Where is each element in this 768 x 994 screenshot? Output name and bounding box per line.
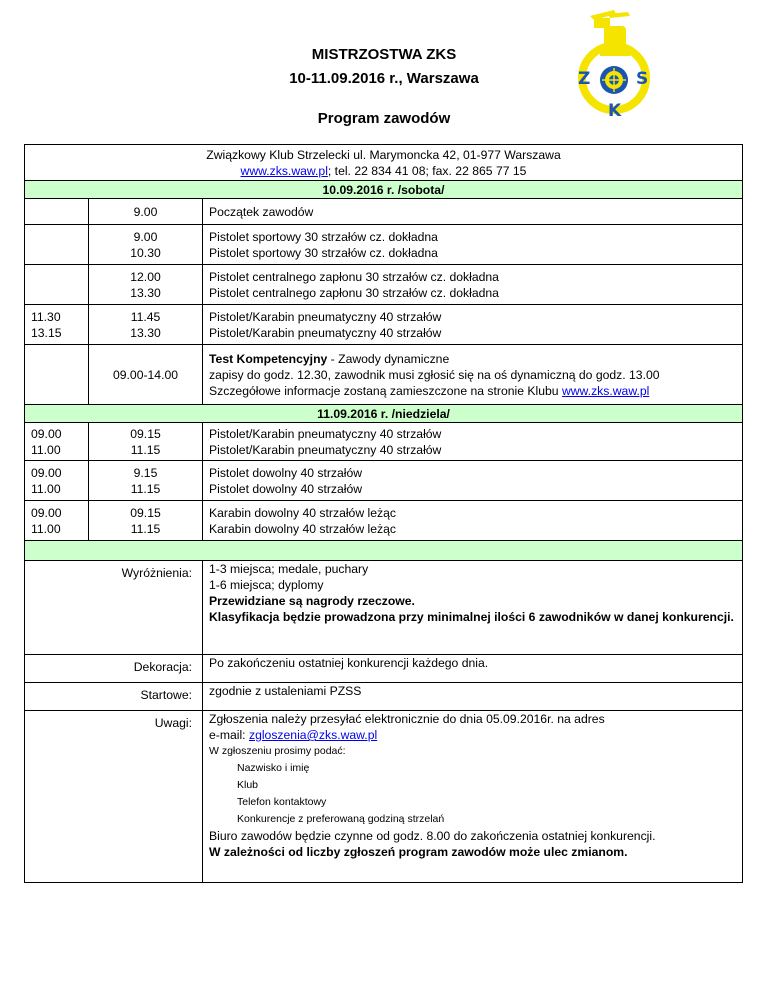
decoration-row: Dekoracja: Po zakończeniu ostatniej konkurencji każdego dnia. [25, 655, 743, 683]
fees-row: Startowe: zgodnie z ustaleniami PZSS [25, 683, 743, 711]
club-website-link[interactable]: www.zks.waw.pl [240, 163, 328, 178]
spacer-green [25, 541, 743, 561]
test-info-link[interactable]: www.zks.waw.pl [561, 383, 650, 398]
table-row: 09.00 11.00 09.15 11.15 Pistolet/Karabin pneumatyczny 40 strzałów Pistolet/Karabin pneumatyczny 40 strzałów [25, 423, 743, 461]
decoration-label: Dekoracja: [25, 655, 203, 683]
program-table [24, 144, 743, 883]
event-dates: 10-11.09.2016 r., Warszawa [289, 70, 479, 87]
awards-label: Wyróżnienia: [25, 561, 203, 655]
table-row: 09.00 11.00 09.15 11.15 Karabin dowolny 40 strzałów leżąc Karabin dowolny 40 strzałów leżąc [25, 501, 743, 541]
table-row: 9.00 10.30 Pistolet sportowy 30 strzałów cz. dokładna Pistolet sportowy 30 strzałów cz. dokładna [25, 225, 743, 265]
table-row: 12.00 13.30 Pistolet centralnego zapłonu 30 strzałów cz. dokładna Pistolet centralnego zapłonu 30 strzałów cz. dokładna [25, 265, 743, 305]
notes-row: Uwagi: Zgłoszenia należy przesyłać elektronicznie do dnia 05.09.2016r. na adres e-mail: zgloszenia@zks.waw.pl W zgłoszeniu prosimy podać: Nazwisko i imię Klub Telefon kontaktowy Konkurencje z preferowaną godziną strzelań Biuro zawodów będzie czynne od godz. 8.00 do zakończenia ostatniej konkurencji. W zależności od liczby zgłoszeń program zawodów może ulec zmianom. [25, 711, 743, 883]
notes-label: Uwagi: [25, 711, 203, 883]
table-row: 11.30 13.15 11.45 13.30 Pistolet/Karabin pneumatyczny 40 strzałów Pistolet/Karabin pneumatyczny 40 strzałów [25, 305, 743, 345]
test-kompetencyjny-row: 09.00-14.00 Test Kompetencyjny - Zawody dynamiczne zapisy do godz. 12.30, zawodnik musi zgłosić się na oś dynamiczną do godz. 13.00 Szczegółowe informacje zostaną zamieszczone na stronie Klubu www.zks.waw.pl [25, 345, 743, 405]
table-row: 9.00 Początek zawodów [25, 199, 743, 225]
logo-letter-s: S [636, 69, 649, 89]
awards-row: Wyróżnienia: 1-3 miejsca; medale, puchary 1-6 miejsca; dyplomy Przewidziane są nagrody rzeczowe. Klasyfikacja będzie prowadzona przy minimalnej ilości 6 zawodników w danej konkurencji. [25, 561, 743, 655]
table-row: 09.00 11.00 9.15 11.15 Pistolet dowolny 40 strzałów Pistolet dowolny 40 strzałów [25, 461, 743, 501]
fees-label: Startowe: [25, 683, 203, 711]
day2-header: 11.09.2016 r. /niedziela/ [25, 405, 743, 423]
logo-letter-z: Z [578, 69, 591, 89]
club-info: Związkowy Klub Strzelecki ul. Marymoncka 42, 01-977 Warszawa www.zks.waw.pl; tel. 22 834 41 08; fax. 22 865 77 15 [25, 145, 743, 181]
event-title: MISTRZOSTWA ZKS [311, 46, 457, 63]
logo-letter-k: K [608, 101, 622, 120]
program-title: Program zawodów [317, 110, 451, 127]
email-link[interactable]: zgloszenia@zks.waw.pl [248, 728, 378, 742]
zks-logo [568, 8, 660, 120]
day1-header: 10.09.2016 r. /sobota/ [25, 181, 743, 199]
